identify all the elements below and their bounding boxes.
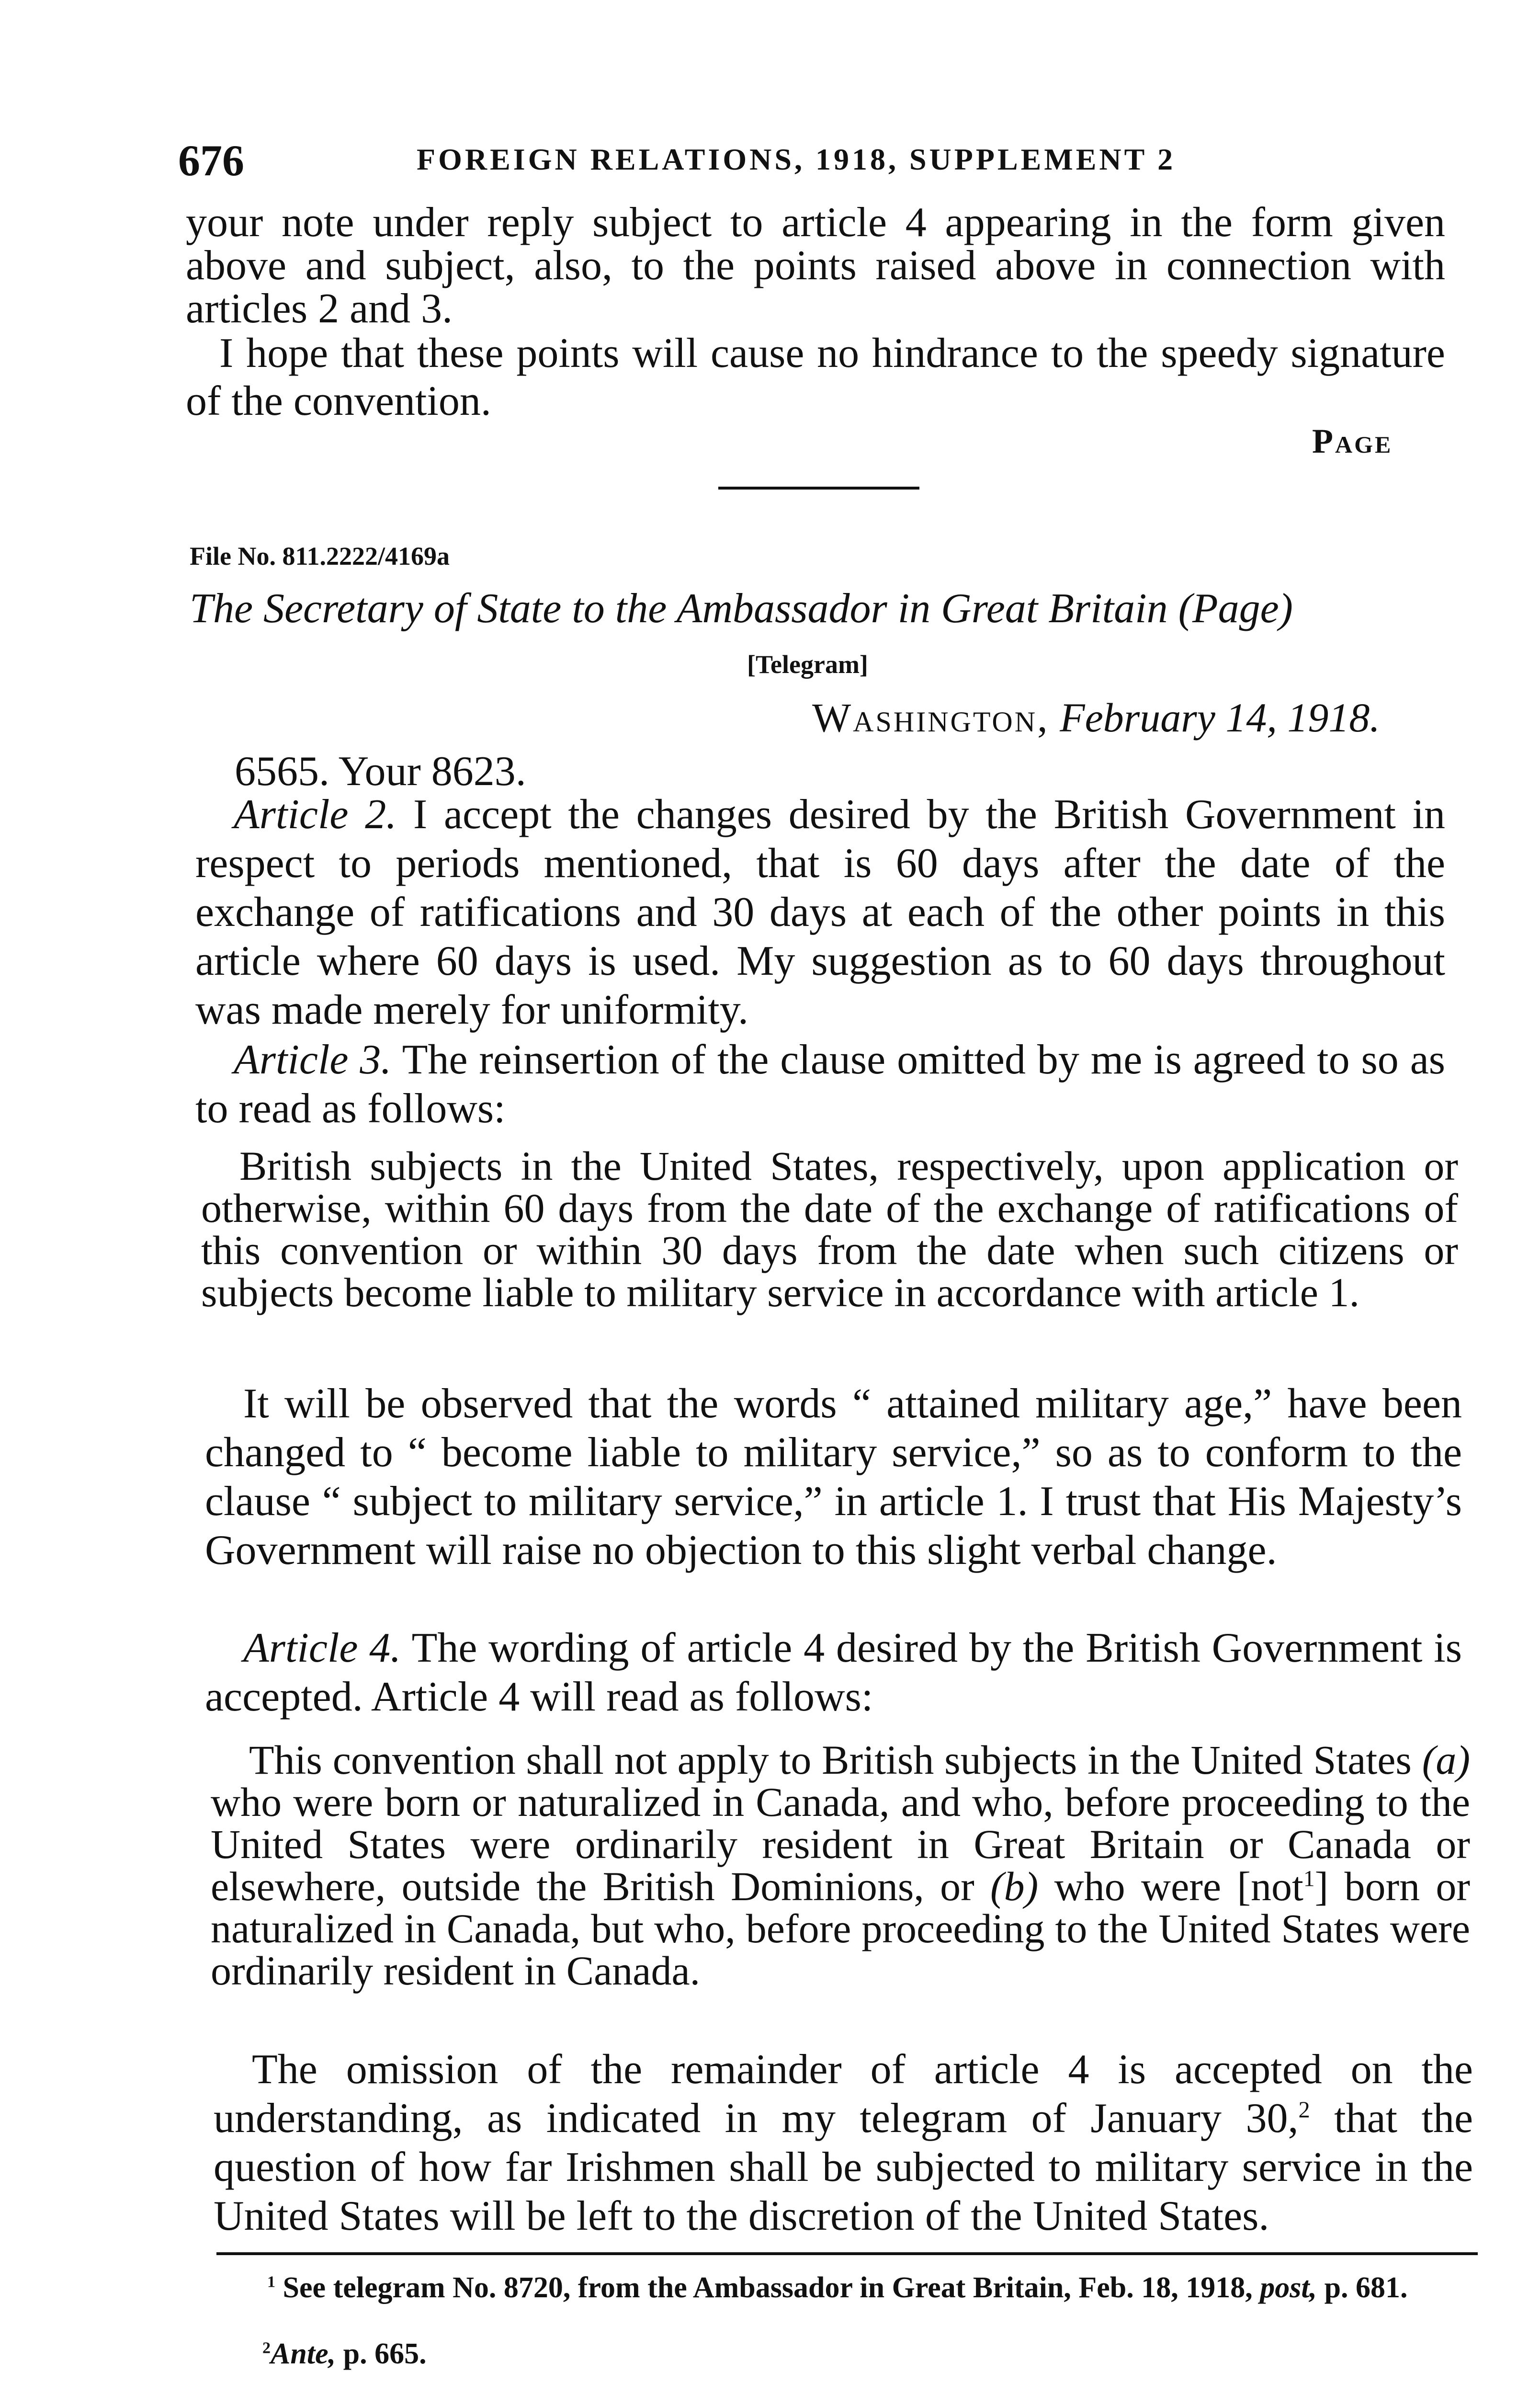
- footnote-1-post: post,: [1260, 2271, 1317, 2304]
- footnote-2-page: p. 665.: [343, 2338, 427, 2370]
- footnote-2-mark: 2: [262, 2339, 271, 2357]
- footnote-ref-1[interactable]: 1: [1303, 1866, 1315, 1892]
- quote-4-part-3: who were [not: [1054, 1863, 1303, 1909]
- quoted-article-3: British subjects in the United States, respectively, upon application or otherwise, within 60 days from the date of the exchange of ratifications of this convention or within 30 days from the date when such citizens or subjects become liable to military service in accordance with article 1.: [201, 1143, 1458, 1315]
- footnote-ref-2[interactable]: 2: [1298, 2097, 1310, 2123]
- signature: Page: [1312, 422, 1393, 460]
- article-4-text: The wording of article 4 desired by the British Government is accepted. Article 4 will read as follows:: [205, 1625, 1462, 1720]
- observation-paragraph: It will be observed that the words “ attained military age,” have been changed to “ become liable to military service,” so as to conform to the clause “ subject to military service,” in article 1. I trust that His Majesty’s Government will raise no objection to this slight verbal change.: [205, 1380, 1462, 1574]
- heading-recipient: (Page): [1178, 585, 1293, 632]
- article-4-paragraph: [205, 1624, 1462, 1722]
- intro-paragraph-2: I hope that these points will cause no hindrance to the speedy signature of the convention.: [186, 330, 1445, 424]
- dateline: [812, 694, 1380, 741]
- file-number: File No. 811.2222/4169a: [190, 542, 450, 570]
- closing-paragraph: [214, 2045, 1473, 2241]
- article-2-text: I accept the changes desired by the British Government in respect to periods mentioned, that is 60 days after the date of the exchange of ratifications and 30 days at each of the other points in this article where 60 days is used. My suggestion as to 60 days throughout was made merely for uniformity.: [195, 791, 1445, 1033]
- article-3-label: Article 3.: [234, 1037, 392, 1083]
- footnote-2: [219, 2338, 1479, 2370]
- quote-4-part-2: who were born or naturalized in Canada, and who, before proceeding to the United States were ordinarily resident in Great Britain or Canada or elsewhere, outside the British Dominions, or: [211, 1779, 1470, 1909]
- dateline-date: February 14, 1918.: [1060, 695, 1380, 741]
- footnote-2-ante: Ante,: [271, 2338, 336, 2370]
- footnote-1-text: See telegram No. 8720, from the Ambassador in Great Britain, Feb. 18, 1918,: [283, 2271, 1253, 2304]
- section-divider: [718, 487, 919, 490]
- quote-4-part-1: This convention shall not apply to British subjects in the United States: [249, 1737, 1412, 1783]
- quoted-article-4: [211, 1739, 1470, 1992]
- heading-main: The Secretary of State to the Ambassador in Great Britain: [190, 585, 1168, 632]
- footnote-1: [219, 2271, 1479, 2304]
- opening-line: 6565. Your 8623.: [235, 748, 526, 795]
- article-4-label: Article 4.: [243, 1625, 401, 1671]
- footnote-divider: [216, 2252, 1478, 2255]
- intro-paragraph: your note under reply subject to article 4 appearing in the form given above and subject, also, to the points raised above in connection with articles 2 and 3.: [186, 199, 1445, 332]
- clause-a-marker: (a): [1422, 1737, 1470, 1783]
- closing-part-1: The omission of the remainder of article 4 is accepted on the understanding, as indicated in my telegram of January 30,: [214, 2046, 1473, 2142]
- footnote-1-page: p. 681.: [1324, 2271, 1408, 2304]
- dateline-place: Washington,: [812, 695, 1050, 741]
- page-number: 676: [178, 136, 244, 185]
- closing-part-2: that the question of how far Irishmen shall be subjected to military service in the United States will be left to the discretion of the United States.: [214, 2095, 1473, 2239]
- document-heading: [190, 584, 1293, 633]
- article-2-paragraph: [195, 790, 1445, 1035]
- footnote-1-mark: 1: [267, 2273, 276, 2291]
- article-3-paragraph: [195, 1036, 1445, 1133]
- running-title: FOREIGN RELATIONS, 1918, SUPPLEMENT 2: [417, 142, 1176, 176]
- article-3-text: The reinsertion of the clause omitted by me is agreed to so as to read as follows:: [195, 1037, 1446, 1132]
- quote-4-part-4: ] born or naturalized in Canada, but who, before proceeding to the United States were ordinarily resident in Canada.: [211, 1863, 1471, 1994]
- telegram-label: [Telegram]: [747, 650, 868, 679]
- article-2-label: Article 2.: [234, 791, 397, 838]
- clause-b-marker: (b): [990, 1863, 1039, 1909]
